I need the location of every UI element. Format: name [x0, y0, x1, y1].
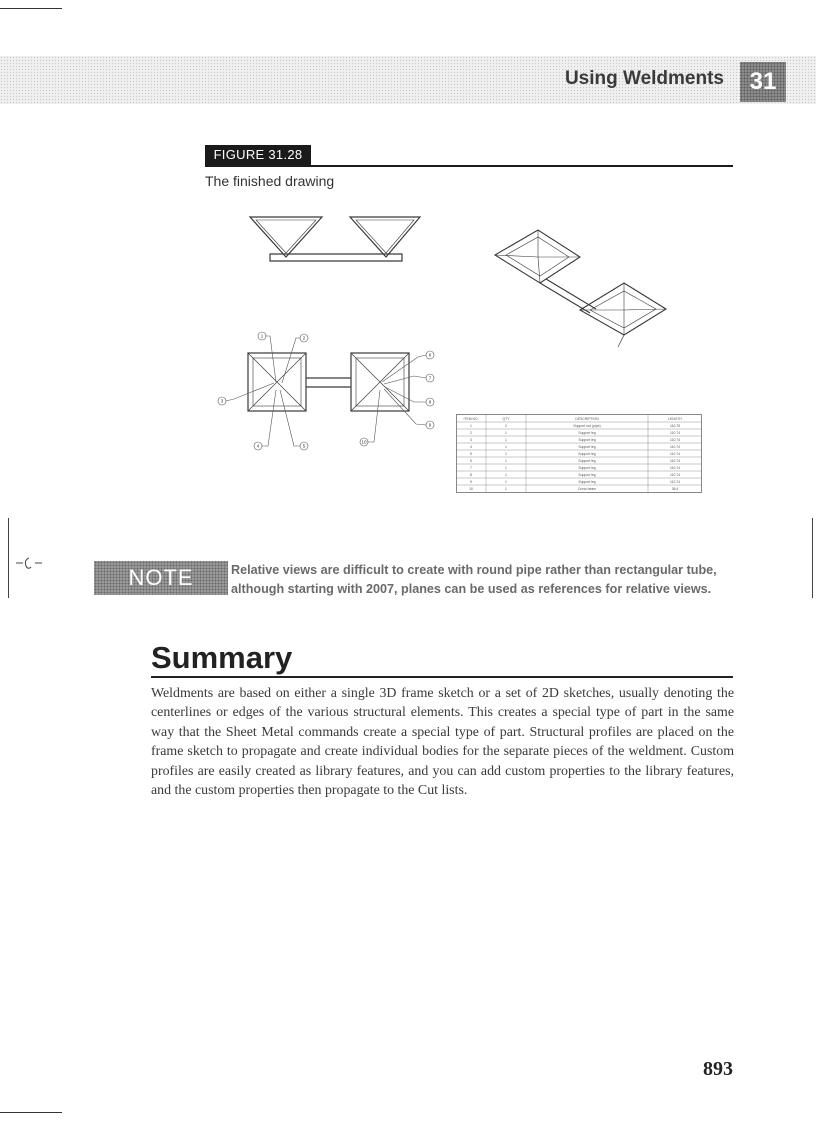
balloon-number: 4 — [256, 443, 260, 449]
bom-cell: 110.74 — [669, 466, 681, 470]
right-margin-rule — [812, 518, 813, 598]
bom-cell: 1 — [505, 445, 507, 449]
figure-caption: The finished drawing — [205, 173, 335, 189]
balloon-number: 10 — [361, 439, 367, 445]
bom-cell: Support leg — [578, 452, 596, 456]
balloons — [218, 332, 434, 450]
bom-cell: 8 — [470, 473, 472, 477]
bom-header-cell: LENGTH — [668, 417, 682, 421]
balloon — [218, 397, 226, 405]
balloon-number: 7 — [428, 375, 432, 381]
balloon — [300, 442, 308, 450]
bom-cell: 110.74 — [669, 480, 681, 484]
bom-cell: 1 — [505, 431, 507, 435]
balloon-number: 2 — [302, 335, 306, 341]
bom-cell: 1 — [505, 459, 507, 463]
bom-cell: Support leg — [578, 466, 596, 470]
bom-cell: 2 — [505, 424, 507, 428]
bom-cell: 3 — [470, 438, 472, 442]
bom-cell: 1 — [470, 424, 472, 428]
bom-cell: 7 — [470, 466, 472, 470]
bom-cell: Support leg — [578, 445, 596, 449]
note-text: Relative views are difficult to create with round pipe rather than rectangular tube, although starting with 2007, planes can be used as references for relative views. — [231, 563, 717, 596]
balloon — [426, 398, 434, 406]
bom-header-cell: ITEM NO. — [463, 417, 479, 421]
summary-heading: Summary — [151, 640, 293, 675]
balloon — [426, 421, 434, 429]
figure-label: FIGURE 31.28 — [205, 145, 311, 165]
bom-cell: 110.75 — [669, 424, 681, 428]
balloon-number: 8 — [428, 399, 432, 405]
bom-cell: 1 — [505, 438, 507, 442]
bom-cell: 1 — [505, 480, 507, 484]
bom-cell: Support leg — [578, 438, 596, 442]
balloon-number: 5 — [302, 443, 306, 449]
bom-cell: 6 — [470, 459, 472, 463]
bom-cell: 110.74 — [669, 445, 681, 449]
balloon-number: 3 — [220, 398, 224, 404]
bom-cell: 2 — [470, 431, 472, 435]
bom-cell: Support leg — [578, 473, 596, 477]
figure-rule — [205, 165, 733, 167]
bom-cell: 110.74 — [669, 431, 681, 435]
page-number: 893 — [703, 1058, 733, 1080]
bom-cell: Support leg — [578, 459, 596, 463]
balloon-number: 6 — [428, 352, 432, 358]
bom-cell: 1 — [505, 452, 507, 456]
registration-mark-icon — [14, 554, 44, 574]
bom-cell: 4 — [470, 445, 472, 449]
bom-cell: 110.74 — [669, 459, 681, 463]
bom-cell: 10 — [469, 487, 473, 491]
balloon — [426, 351, 434, 359]
bom-cell: Support leg — [578, 431, 596, 435]
isometric-view — [495, 230, 666, 347]
crop-mark-top-left — [0, 8, 62, 9]
bom-cell: Cross beam — [577, 487, 597, 491]
summary-rule — [151, 676, 733, 678]
balloon — [360, 438, 368, 446]
left-margin-rule — [8, 518, 9, 598]
bom-cell: 110.74 — [669, 473, 681, 477]
balloon-number: 1 — [260, 333, 264, 339]
bom-header-cell: QTY — [502, 417, 510, 421]
chapter-title: Using Weldments — [564, 68, 724, 89]
bom-cell: 36.4 — [671, 487, 679, 491]
bom-header-cell: DESCRIPTION — [575, 417, 599, 421]
bom-cell: 1 — [505, 466, 507, 470]
top-view — [248, 353, 409, 411]
front-view — [250, 217, 420, 261]
summary-paragraph: Weldments are based on either a single 3D frame sketch or a set of 2D sketches, usually denoting the centerlines or edges of the various structural elements. This creates a special type of part in the same way that the Sheet Metal commands create a special type of part. Structural profiles are placed on the frame sketch to propagate and create individual bodies for the separate pieces of the weldment. Custom profiles are easily created as library features, and you can add custom properties to the library features, and the custom properties then propagate to the Cut lists. — [151, 686, 734, 799]
bom-cell: 110.74 — [669, 452, 681, 456]
bom-table — [456, 414, 702, 494]
balloon — [254, 442, 262, 450]
bom-cell: Support rod (pipe) — [573, 424, 601, 428]
crop-mark-bottom-left — [0, 1112, 62, 1113]
bom-cell: 1 — [505, 473, 507, 477]
bom-cell: Support leg — [578, 480, 596, 484]
note-badge: NOTE — [94, 561, 228, 595]
balloon — [300, 334, 308, 342]
bom-cell: 5 — [470, 452, 472, 456]
balloon — [426, 374, 434, 382]
bom-cell: 110.74 — [669, 438, 681, 442]
bom-cell: 9 — [470, 480, 472, 484]
balloon — [258, 332, 266, 340]
bom-cell: 1 — [505, 487, 507, 491]
balloon-number: 9 — [428, 422, 432, 428]
chapter-number: 31 — [740, 62, 786, 102]
